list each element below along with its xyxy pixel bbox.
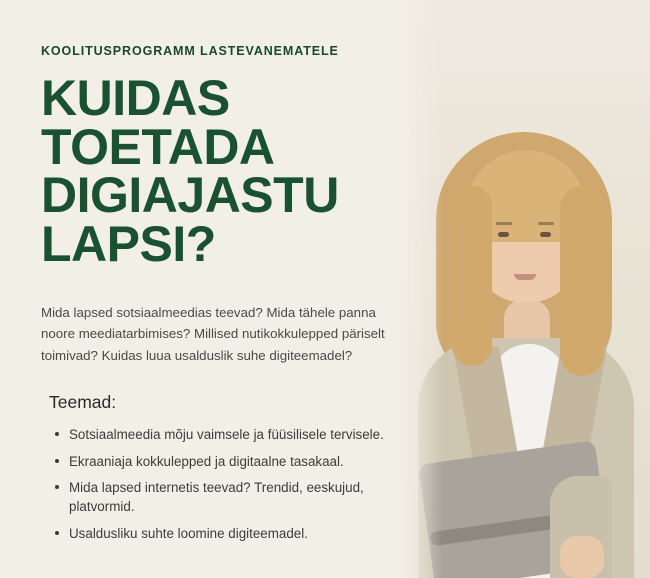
figure-mouth (514, 274, 536, 280)
topics-list (41, 425, 399, 543)
topic-text: Ekraaniaja kokkulepped ja digitaalne tasakaal. (69, 453, 344, 469)
presenter-photo (400, 0, 650, 578)
poster-eyebrow: KOOLITUSPROGRAMM LASTEVANEMATELE (41, 44, 339, 58)
topics-heading: Teemad: (49, 392, 117, 413)
list-item (69, 478, 399, 517)
figure-eyebrow-left (496, 222, 512, 225)
poster-headline: KUIDAS TOETADA DIGIAJASTU LAPSI? (41, 70, 339, 272)
topic-text: Sotsiaalmeedia mõju vaimsele ja füüsilisele tervisele. (69, 427, 384, 443)
figure-eyebrow-right (538, 222, 554, 225)
poster-lede: Mida lapsed sotsiaalmeedias teevad? Mida tähele panna noore meediatarbimises? Millised nutikokkulepped päriselt toimivad? Kuidas luua usalduslik suhe digiteemadel? (41, 304, 385, 363)
figure-eye-right (540, 232, 551, 237)
figure-hair-left (452, 186, 492, 366)
list-item (69, 452, 399, 471)
bullet-icon (55, 459, 59, 463)
topic-text: Usaldusliku suhte loomine digiteemadel. (69, 525, 308, 541)
bullet-icon (55, 531, 59, 535)
bullet-icon (55, 485, 59, 489)
list-item (69, 524, 399, 543)
figure-eye-left (498, 232, 509, 237)
topic-text: Mida lapsed internetis teevad? Trendid, eeskujud, platvormid. (69, 479, 364, 515)
figure-hand (560, 536, 604, 578)
list-item (69, 425, 399, 444)
bullet-icon (55, 432, 59, 436)
figure-hair-right (560, 186, 604, 376)
